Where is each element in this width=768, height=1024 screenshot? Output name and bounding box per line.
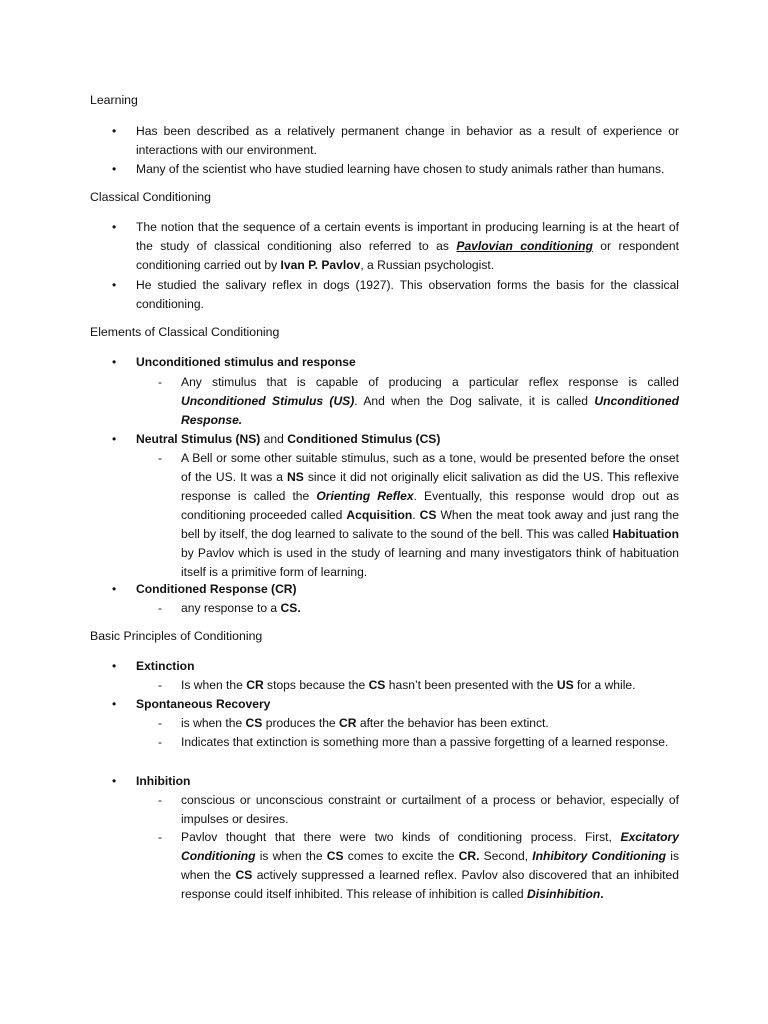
term-cr: CR. xyxy=(458,849,480,863)
text-run: Is when the xyxy=(181,678,247,692)
term-us: Unconditioned Stimulus (US) xyxy=(181,394,355,408)
bullet: • xyxy=(112,774,117,788)
paragraph xyxy=(181,449,679,582)
text-run: . And when the Dog salivate, it is called xyxy=(354,394,595,408)
text-run: . xyxy=(600,887,604,901)
paragraph xyxy=(181,599,679,618)
paragraph xyxy=(181,828,679,904)
term-inhibitory-conditioning: Inhibitory Conditioning xyxy=(532,849,667,863)
text-run: is when the xyxy=(181,716,246,730)
text-run: is when the xyxy=(255,849,327,863)
paragraph xyxy=(136,218,679,275)
text-run: any response to a xyxy=(181,601,281,615)
dash: - xyxy=(158,716,162,730)
text-run: or respondent conditioning carried out by xyxy=(136,239,679,272)
text-run: Any stimulus that is capable of producing a particular reflex response is called xyxy=(181,375,679,389)
text-run: hasn’t been presented with the xyxy=(385,678,557,692)
bullet: • xyxy=(112,355,117,369)
term-cs: CS xyxy=(235,868,253,882)
term-cs: CS xyxy=(419,508,437,522)
bullet: • xyxy=(112,432,117,446)
dash: - xyxy=(158,830,162,844)
dash: - xyxy=(158,601,162,615)
term-cs: CS xyxy=(245,716,263,730)
text-run: Second, xyxy=(479,849,533,863)
text-run: for a while. xyxy=(573,678,636,692)
text-run: . xyxy=(412,508,420,522)
bullet: • xyxy=(112,582,117,596)
text-run: A Bell or some other suitable stimulus, such as a tone, would be presented before the onset of the US. It was a xyxy=(181,451,679,484)
text-run: Pavlov thought that there were two kinds of conditioning process. First, xyxy=(181,830,621,844)
text-run: by Pavlov which is used in the study of learning and many investigators think of habituation itself is a primitive form of learning. xyxy=(181,546,679,579)
list-item-title: Conditioned Response (CR) xyxy=(136,582,297,596)
dash: - xyxy=(158,793,162,807)
bullet: • xyxy=(112,278,117,292)
dash: - xyxy=(158,451,162,465)
heading-classical-conditioning: Classical Conditioning xyxy=(90,190,211,204)
term-disinhibition: Disinhibition xyxy=(527,887,601,901)
text-run: Neutral Stimulus (NS) xyxy=(136,432,261,446)
list-item-title: Extinction xyxy=(136,659,195,673)
paragraph: Has been described as a relatively permanent change in behavior as a result of experience or interactions with our environment. xyxy=(136,124,679,157)
text-run: , a Russian psychologist. xyxy=(360,258,495,272)
list-item-title: Spontaneous Recovery xyxy=(136,697,271,711)
text-run: since it did not originally elicit salivation as did the US. This reflexive response is called the xyxy=(181,470,679,503)
term-cr: CR xyxy=(339,716,357,730)
bullet: • xyxy=(112,659,117,673)
name-ivan-pavlov: Ivan P. Pavlov xyxy=(280,258,361,272)
paragraph xyxy=(181,676,679,695)
term-ur: Unconditioned Response. xyxy=(181,394,679,427)
text-run: stops because the xyxy=(263,678,369,692)
dash: - xyxy=(158,375,162,389)
paragraph: Indicates that extinction is something more than a passive forgetting of a learned response. xyxy=(181,735,669,749)
paragraph: Many of the scientist who have studied learning have chosen to study animals rather than humans. xyxy=(136,162,665,176)
paragraph xyxy=(181,714,679,733)
list-item-title xyxy=(136,430,679,449)
term-cr: CR xyxy=(246,678,264,692)
term-us: US xyxy=(556,678,574,692)
term-habituation: Habituation xyxy=(612,527,679,541)
text-run: . Eventually, this response would drop out as conditioning proceeded called xyxy=(181,489,679,522)
text-run: actively suppressed a learned reflex. Pavlov also discovered that an inhibited response could itself inhibited. This release of inhibition is called xyxy=(181,868,679,901)
term-excitatory-conditioning: Excitatory Conditioning xyxy=(181,830,679,863)
term-cs: CS. xyxy=(280,601,301,615)
bullet: • xyxy=(112,124,117,138)
text-run: The notion that the sequence of a certain events is important in producing learning is at the heart of the study of classical conditioning also referred to as xyxy=(136,220,679,253)
text-run: is when the xyxy=(181,849,679,882)
paragraph: conscious or unconscious constraint or curtailment of a process or behavior, especially of impulses or desires. xyxy=(181,793,679,826)
list-item-title: Inhibition xyxy=(136,774,191,788)
term-cs: CS xyxy=(326,849,344,863)
list-item-title: Unconditioned stimulus and response xyxy=(136,355,356,369)
text-run: produces the xyxy=(262,716,340,730)
text-run: comes to excite the xyxy=(343,849,459,863)
paragraph xyxy=(181,373,679,430)
text-run: after the behavior has been extinct. xyxy=(356,716,549,730)
term-ns: NS xyxy=(287,470,304,484)
heading-learning: Learning xyxy=(90,93,138,107)
bullet: • xyxy=(112,697,117,711)
text-run: Conditioned Stimulus (CS) xyxy=(287,432,441,446)
text-run: and xyxy=(260,432,288,446)
heading-elements: Elements of Classical Conditioning xyxy=(90,325,280,339)
term-acquisition: Acquisition xyxy=(346,508,413,522)
dash: - xyxy=(158,735,162,749)
bullet: • xyxy=(112,162,117,176)
bullet: • xyxy=(112,220,117,234)
paragraph: He studied the salivary reflex in dogs (1927). This observation forms the basis for the classical conditioning. xyxy=(136,278,679,311)
term-orienting-reflex: Orienting Reflex xyxy=(316,489,414,503)
term-pavlovian-conditioning: Pavlovian conditioning xyxy=(456,239,593,253)
heading-basic-principles: Basic Principles of Conditioning xyxy=(90,629,263,643)
term-cs: CS xyxy=(368,678,386,692)
text-run: When the meat took away and just rang the bell by itself, the dog learned to salivate to the sound of the bell. This was called xyxy=(181,508,679,541)
dash: - xyxy=(158,678,162,692)
